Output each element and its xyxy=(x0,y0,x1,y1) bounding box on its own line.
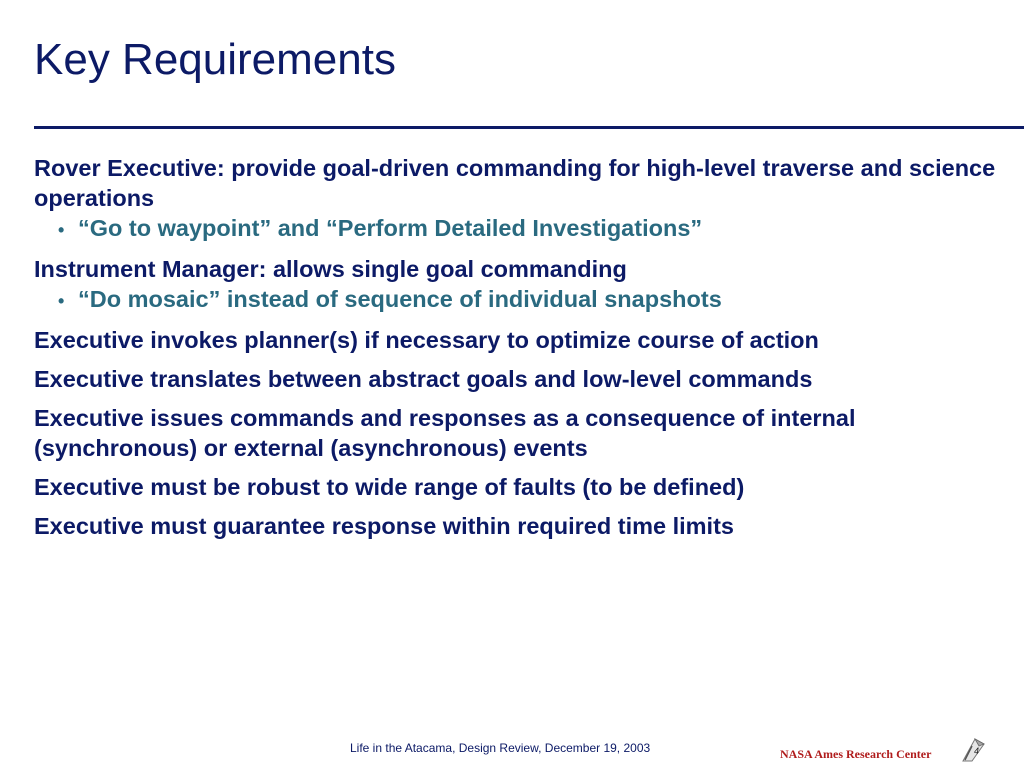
bullet-robustness xyxy=(34,472,1009,502)
sub-bullet-text: “Do mosaic” instead of sequence of individual snapshots xyxy=(78,286,722,312)
footer-caption: Life in the Atacama, Design Review, December 19, 2003 xyxy=(350,741,651,755)
sub-bullet-list xyxy=(34,284,1009,316)
bullet-text: Instrument Manager: allows single goal commanding xyxy=(34,256,627,282)
sub-bullet xyxy=(34,213,1009,245)
bullet-text: Executive issues commands and responses as a consequence of internal (synchronous) or external (asynchronous) events xyxy=(34,405,856,461)
title-divider xyxy=(34,126,1024,129)
organization-name: NASA Ames Research Center xyxy=(780,747,932,761)
sub-bullet-list xyxy=(34,213,1009,245)
bullet-text: Executive invokes planner(s) if necessary to optimize course of action xyxy=(34,327,819,353)
bullet-events xyxy=(34,403,1009,463)
page-curl-logo-icon xyxy=(960,735,986,763)
bullet-response-time xyxy=(34,511,1009,541)
bullet-instrument-manager xyxy=(34,254,1009,316)
bullet-translation xyxy=(34,364,1009,394)
bullet-planner xyxy=(34,325,1009,355)
slide-content xyxy=(34,153,1009,550)
slide-title: Key Requirements xyxy=(34,35,396,84)
bullet-text: Rover Executive: provide goal-driven commanding for high-level traverse and science operations xyxy=(34,155,996,211)
sub-bullet-text: “Go to waypoint” and “Perform Detailed Investigations” xyxy=(78,215,703,241)
bullet-text: Executive must guarantee response within required time limits xyxy=(34,513,734,539)
sub-bullet xyxy=(34,284,1009,316)
bullet-text: Executive translates between abstract goals and low-level commands xyxy=(34,366,813,392)
bullet-text: Executive must be robust to wide range of faults (to be defined) xyxy=(34,474,745,500)
page-number: 4 xyxy=(974,746,980,756)
bullet-rover-executive xyxy=(34,153,1009,245)
bullet-dot-icon: • xyxy=(58,291,65,311)
bullet-dot-icon: • xyxy=(58,220,65,240)
